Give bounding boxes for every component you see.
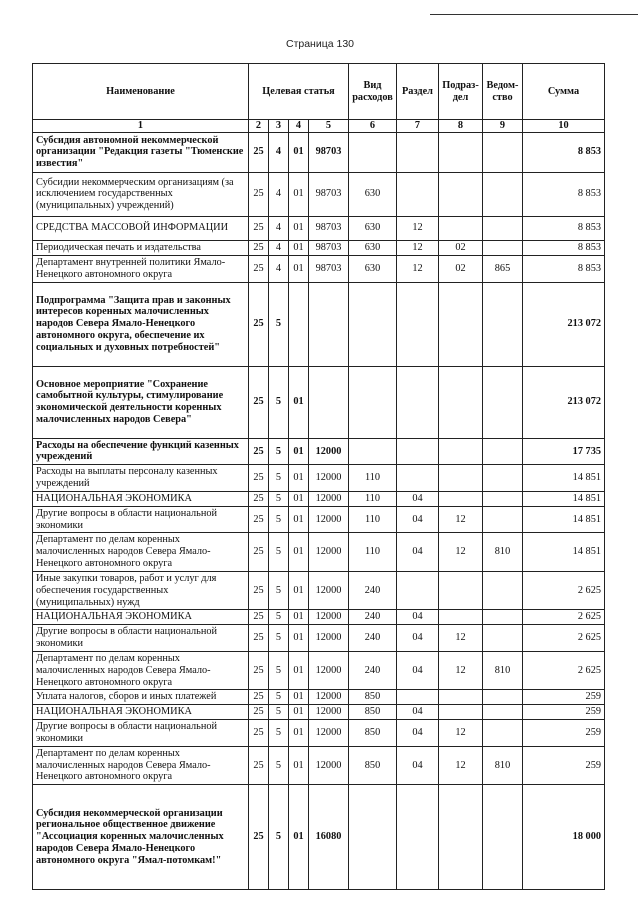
code-cell-c5: 12000 [309,533,349,571]
code-cell-c9 [483,132,523,172]
code-cell-c7 [397,282,439,366]
code-cell-c2: 25 [249,132,269,172]
table-row [33,366,605,438]
code-cell-c3: 5 [269,506,289,533]
header-amount: Сумма [523,64,605,120]
code-cell-c4: 01 [289,625,309,652]
code-cell-c6: 240 [349,610,397,625]
code-cell-c3: 5 [269,610,289,625]
table-row [33,465,605,492]
code-cell-c6 [349,438,397,465]
row-name: Другие вопросы в области национальной экономики [33,625,249,652]
code-cell-c9 [483,465,523,492]
code-cell-c6: 110 [349,506,397,533]
code-cell-c4: 01 [289,705,309,720]
code-cell-c7: 04 [397,533,439,571]
code-cell-c4: 01 [289,438,309,465]
code-cell-c4: 01 [289,506,309,533]
code-cell-c5: 12000 [309,625,349,652]
code-cell-c6: 110 [349,465,397,492]
code-cell-c5: 12000 [309,491,349,506]
column-number: 3 [269,120,289,133]
code-cell-c2: 25 [249,172,269,216]
table-row [33,172,605,216]
row-name: Департамент по делам коренных малочисленных народов Севера Ямало-Ненецкого автономного округа [33,533,249,571]
code-cell-c6: 110 [349,533,397,571]
code-cell-c6 [349,132,397,172]
code-cell-c6: 240 [349,625,397,652]
code-cell-c5 [309,366,349,438]
code-cell-c3: 4 [269,172,289,216]
code-cell-c5: 98703 [309,172,349,216]
code-cell-c8 [439,366,483,438]
code-cell-c5: 98703 [309,132,349,172]
code-cell-c2: 25 [249,240,269,255]
header-department: Ведом-ство [483,64,523,120]
code-cell-c2: 25 [249,625,269,652]
row-name: Уплата налогов, сборов и иных платежей [33,690,249,705]
code-cell-c8: 12 [439,533,483,571]
code-cell-c7: 04 [397,705,439,720]
amount-cell: 259 [523,705,605,720]
code-cell-c3: 5 [269,705,289,720]
page-number-label: Страница 130 [285,38,355,50]
column-number: 9 [483,120,523,133]
code-cell-c7: 04 [397,746,439,784]
code-cell-c5: 12000 [309,571,349,609]
row-name: Департамент внутренней политики Ямало-Ненецкого автономного округа [33,255,249,282]
code-cell-c8 [439,785,483,890]
code-cell-c4: 01 [289,533,309,571]
code-cell-c5: 98703 [309,216,349,240]
column-number: 7 [397,120,439,133]
column-number-row [33,120,605,133]
code-cell-c9 [483,282,523,366]
code-cell-c7: 04 [397,720,439,747]
code-cell-c3: 5 [269,571,289,609]
code-cell-c8: 02 [439,255,483,282]
table-row [33,746,605,784]
table-row [33,625,605,652]
row-name: Департамент по делам коренных малочисленных народов Севера Ямало-Ненецкого автономного округа [33,651,249,689]
code-cell-c2: 25 [249,533,269,571]
amount-cell: 2 625 [523,571,605,609]
code-cell-c5 [309,282,349,366]
code-cell-c5: 12000 [309,705,349,720]
row-name: СРЕДСТВА МАССОВОЙ ИНФОРМАЦИИ [33,216,249,240]
code-cell-c9 [483,506,523,533]
code-cell-c7: 12 [397,255,439,282]
code-cell-c7 [397,132,439,172]
code-cell-c3: 5 [269,282,289,366]
table-row [33,438,605,465]
top-corner-line [430,14,638,15]
code-cell-c8: 12 [439,651,483,689]
code-cell-c4: 01 [289,651,309,689]
code-cell-c9 [483,216,523,240]
code-cell-c9 [483,366,523,438]
code-cell-c8 [439,132,483,172]
code-cell-c7: 04 [397,625,439,652]
amount-cell: 17 735 [523,438,605,465]
table-row [33,216,605,240]
table-row [33,571,605,609]
code-cell-c9: 865 [483,255,523,282]
table-row [33,720,605,747]
code-cell-c9 [483,720,523,747]
code-cell-c6 [349,366,397,438]
code-cell-c3: 5 [269,746,289,784]
column-number: 1 [33,120,249,133]
code-cell-c2: 25 [249,506,269,533]
code-cell-c6: 850 [349,746,397,784]
code-cell-c5: 12000 [309,690,349,705]
code-cell-c8: 12 [439,720,483,747]
amount-cell: 213 072 [523,366,605,438]
table-row [33,240,605,255]
code-cell-c6 [349,282,397,366]
code-cell-c4: 01 [289,240,309,255]
code-cell-c3: 5 [269,785,289,890]
code-cell-c2: 25 [249,571,269,609]
header-subsection: Подраз-дел [439,64,483,120]
code-cell-c7 [397,172,439,216]
row-name: Основное мероприятие "Сохранение самобытной культуры, стимулирование экономической деятельности коренных малочисленных народов Севера" [33,366,249,438]
table-row [33,610,605,625]
code-cell-c5: 98703 [309,240,349,255]
code-cell-c6: 240 [349,651,397,689]
code-cell-c2: 25 [249,651,269,689]
table-row [33,132,605,172]
code-cell-c3: 4 [269,132,289,172]
header-name: Наименование [33,64,249,120]
table-row [33,651,605,689]
amount-cell: 8 853 [523,216,605,240]
code-cell-c3: 5 [269,533,289,571]
code-cell-c8: 12 [439,746,483,784]
code-cell-c3: 4 [269,255,289,282]
row-name: Расходы на выплаты персоналу казенных учреждений [33,465,249,492]
amount-cell: 14 851 [523,533,605,571]
row-name: Субсидия некоммерческой организации региональное общественное движение "Ассоциация коренных малочисленных народов Севера Ямало-Ненецкого автономного округа "Ямал-потомкам!" [33,785,249,890]
row-name: Другие вопросы в области национальной экономики [33,720,249,747]
code-cell-c7 [397,366,439,438]
code-cell-c8 [439,690,483,705]
code-cell-c9: 810 [483,746,523,784]
code-cell-c9: 810 [483,533,523,571]
amount-cell: 14 851 [523,506,605,533]
column-number: 5 [309,120,349,133]
code-cell-c8: 02 [439,240,483,255]
code-cell-c9 [483,690,523,705]
code-cell-c2: 25 [249,366,269,438]
code-cell-c6: 630 [349,240,397,255]
code-cell-c4: 01 [289,785,309,890]
code-cell-c6: 110 [349,491,397,506]
code-cell-c5: 12000 [309,506,349,533]
code-cell-c4 [289,282,309,366]
code-cell-c4: 01 [289,746,309,784]
code-cell-c8 [439,172,483,216]
code-cell-c3: 5 [269,366,289,438]
code-cell-c6: 630 [349,172,397,216]
code-cell-c6: 630 [349,255,397,282]
column-number: 8 [439,120,483,133]
code-cell-c3: 5 [269,625,289,652]
code-cell-c2: 25 [249,746,269,784]
code-cell-c8: 12 [439,506,483,533]
code-cell-c9 [483,571,523,609]
code-cell-c7 [397,438,439,465]
row-name: Другие вопросы в области национальной экономики [33,506,249,533]
code-cell-c9 [483,705,523,720]
amount-cell: 213 072 [523,282,605,366]
amount-cell: 8 853 [523,255,605,282]
row-name: Департамент по делам коренных малочисленных народов Севера Ямало-Ненецкого автономного округа [33,746,249,784]
code-cell-c7: 12 [397,216,439,240]
code-cell-c3: 4 [269,240,289,255]
code-cell-c8 [439,571,483,609]
code-cell-c7: 04 [397,491,439,506]
row-name: НАЦИОНАЛЬНАЯ ЭКОНОМИКА [33,610,249,625]
code-cell-c5: 16080 [309,785,349,890]
code-cell-c3: 5 [269,438,289,465]
row-name: Расходы на обеспечение функций казенных учреждений [33,438,249,465]
code-cell-c5: 12000 [309,651,349,689]
code-cell-c4: 01 [289,720,309,747]
code-cell-c9 [483,610,523,625]
code-cell-c7: 04 [397,651,439,689]
code-cell-c5: 98703 [309,255,349,282]
code-cell-c2: 25 [249,465,269,492]
code-cell-c3: 4 [269,216,289,240]
code-cell-c9: 810 [483,651,523,689]
code-cell-c7 [397,571,439,609]
code-cell-c8 [439,216,483,240]
code-cell-c8 [439,705,483,720]
row-name: Иные закупки товаров, работ и услуг для обеспечения государственных (муниципальных) нужд [33,571,249,609]
header-target-article: Целевая статья [249,64,349,120]
amount-cell: 259 [523,746,605,784]
code-cell-c4: 01 [289,216,309,240]
code-cell-c2: 25 [249,255,269,282]
code-cell-c6: 240 [349,571,397,609]
code-cell-c5: 12000 [309,746,349,784]
code-cell-c2: 25 [249,785,269,890]
code-cell-c7: 04 [397,506,439,533]
code-cell-c7: 04 [397,610,439,625]
table-row [33,282,605,366]
amount-cell: 8 853 [523,172,605,216]
header-expense-type: Вид расходов [349,64,397,120]
code-cell-c5: 12000 [309,465,349,492]
code-cell-c5: 12000 [309,720,349,747]
row-name: Субсидии некоммерческим организациям (за исключением государственных (муниципальных) учреждений) [33,172,249,216]
budget-table [32,63,605,890]
code-cell-c4: 01 [289,132,309,172]
code-cell-c9 [483,172,523,216]
code-cell-c4: 01 [289,571,309,609]
table-row [33,255,605,282]
code-cell-c2: 25 [249,705,269,720]
table-row [33,705,605,720]
table-body [33,132,605,889]
code-cell-c7 [397,785,439,890]
amount-cell: 8 853 [523,240,605,255]
amount-cell: 259 [523,690,605,705]
code-cell-c6 [349,785,397,890]
code-cell-c9 [483,491,523,506]
code-cell-c8 [439,438,483,465]
code-cell-c8: 12 [439,625,483,652]
code-cell-c2: 25 [249,610,269,625]
amount-cell: 18 000 [523,785,605,890]
code-cell-c7 [397,690,439,705]
column-number: 6 [349,120,397,133]
header-row [33,64,605,120]
code-cell-c4: 01 [289,465,309,492]
amount-cell: 2 625 [523,625,605,652]
column-number: 4 [289,120,309,133]
code-cell-c6: 850 [349,705,397,720]
amount-cell: 2 625 [523,610,605,625]
code-cell-c2: 25 [249,216,269,240]
code-cell-c6: 630 [349,216,397,240]
code-cell-c6: 850 [349,720,397,747]
code-cell-c7: 12 [397,240,439,255]
code-cell-c4: 01 [289,366,309,438]
code-cell-c9 [483,438,523,465]
code-cell-c9 [483,625,523,652]
code-cell-c8 [439,491,483,506]
table-row [33,785,605,890]
code-cell-c3: 5 [269,720,289,747]
column-number: 10 [523,120,605,133]
amount-cell: 2 625 [523,651,605,689]
code-cell-c4: 01 [289,172,309,216]
header-section: Раздел [397,64,439,120]
table-row [33,533,605,571]
code-cell-c6: 850 [349,690,397,705]
code-cell-c3: 5 [269,651,289,689]
code-cell-c8 [439,465,483,492]
code-cell-c4: 01 [289,690,309,705]
code-cell-c4: 01 [289,610,309,625]
code-cell-c2: 25 [249,491,269,506]
code-cell-c3: 5 [269,465,289,492]
amount-cell: 8 853 [523,132,605,172]
code-cell-c4: 01 [289,491,309,506]
code-cell-c9 [483,785,523,890]
table-row [33,506,605,533]
code-cell-c8 [439,610,483,625]
code-cell-c2: 25 [249,438,269,465]
code-cell-c8 [439,282,483,366]
amount-cell: 259 [523,720,605,747]
table-row [33,690,605,705]
column-number: 2 [249,120,269,133]
code-cell-c3: 5 [269,491,289,506]
code-cell-c2: 25 [249,720,269,747]
code-cell-c3: 5 [269,690,289,705]
code-cell-c5: 12000 [309,438,349,465]
row-name: НАЦИОНАЛЬНАЯ ЭКОНОМИКА [33,705,249,720]
code-cell-c2: 25 [249,690,269,705]
row-name: Периодическая печать и издательства [33,240,249,255]
table-row [33,491,605,506]
row-name: Подпрограмма "Защита прав и законных интересов коренных малочисленных народов Севера Ямало-Ненецкого автономного округа, обеспечение их социальных и духовных потребностей" [33,282,249,366]
code-cell-c4: 01 [289,255,309,282]
amount-cell: 14 851 [523,465,605,492]
code-cell-c2: 25 [249,282,269,366]
code-cell-c7 [397,465,439,492]
row-name: НАЦИОНАЛЬНАЯ ЭКОНОМИКА [33,491,249,506]
amount-cell: 14 851 [523,491,605,506]
code-cell-c9 [483,240,523,255]
row-name: Субсидия автономной некоммерческой организации "Редакция газеты "Тюменские известия" [33,132,249,172]
code-cell-c5: 12000 [309,610,349,625]
